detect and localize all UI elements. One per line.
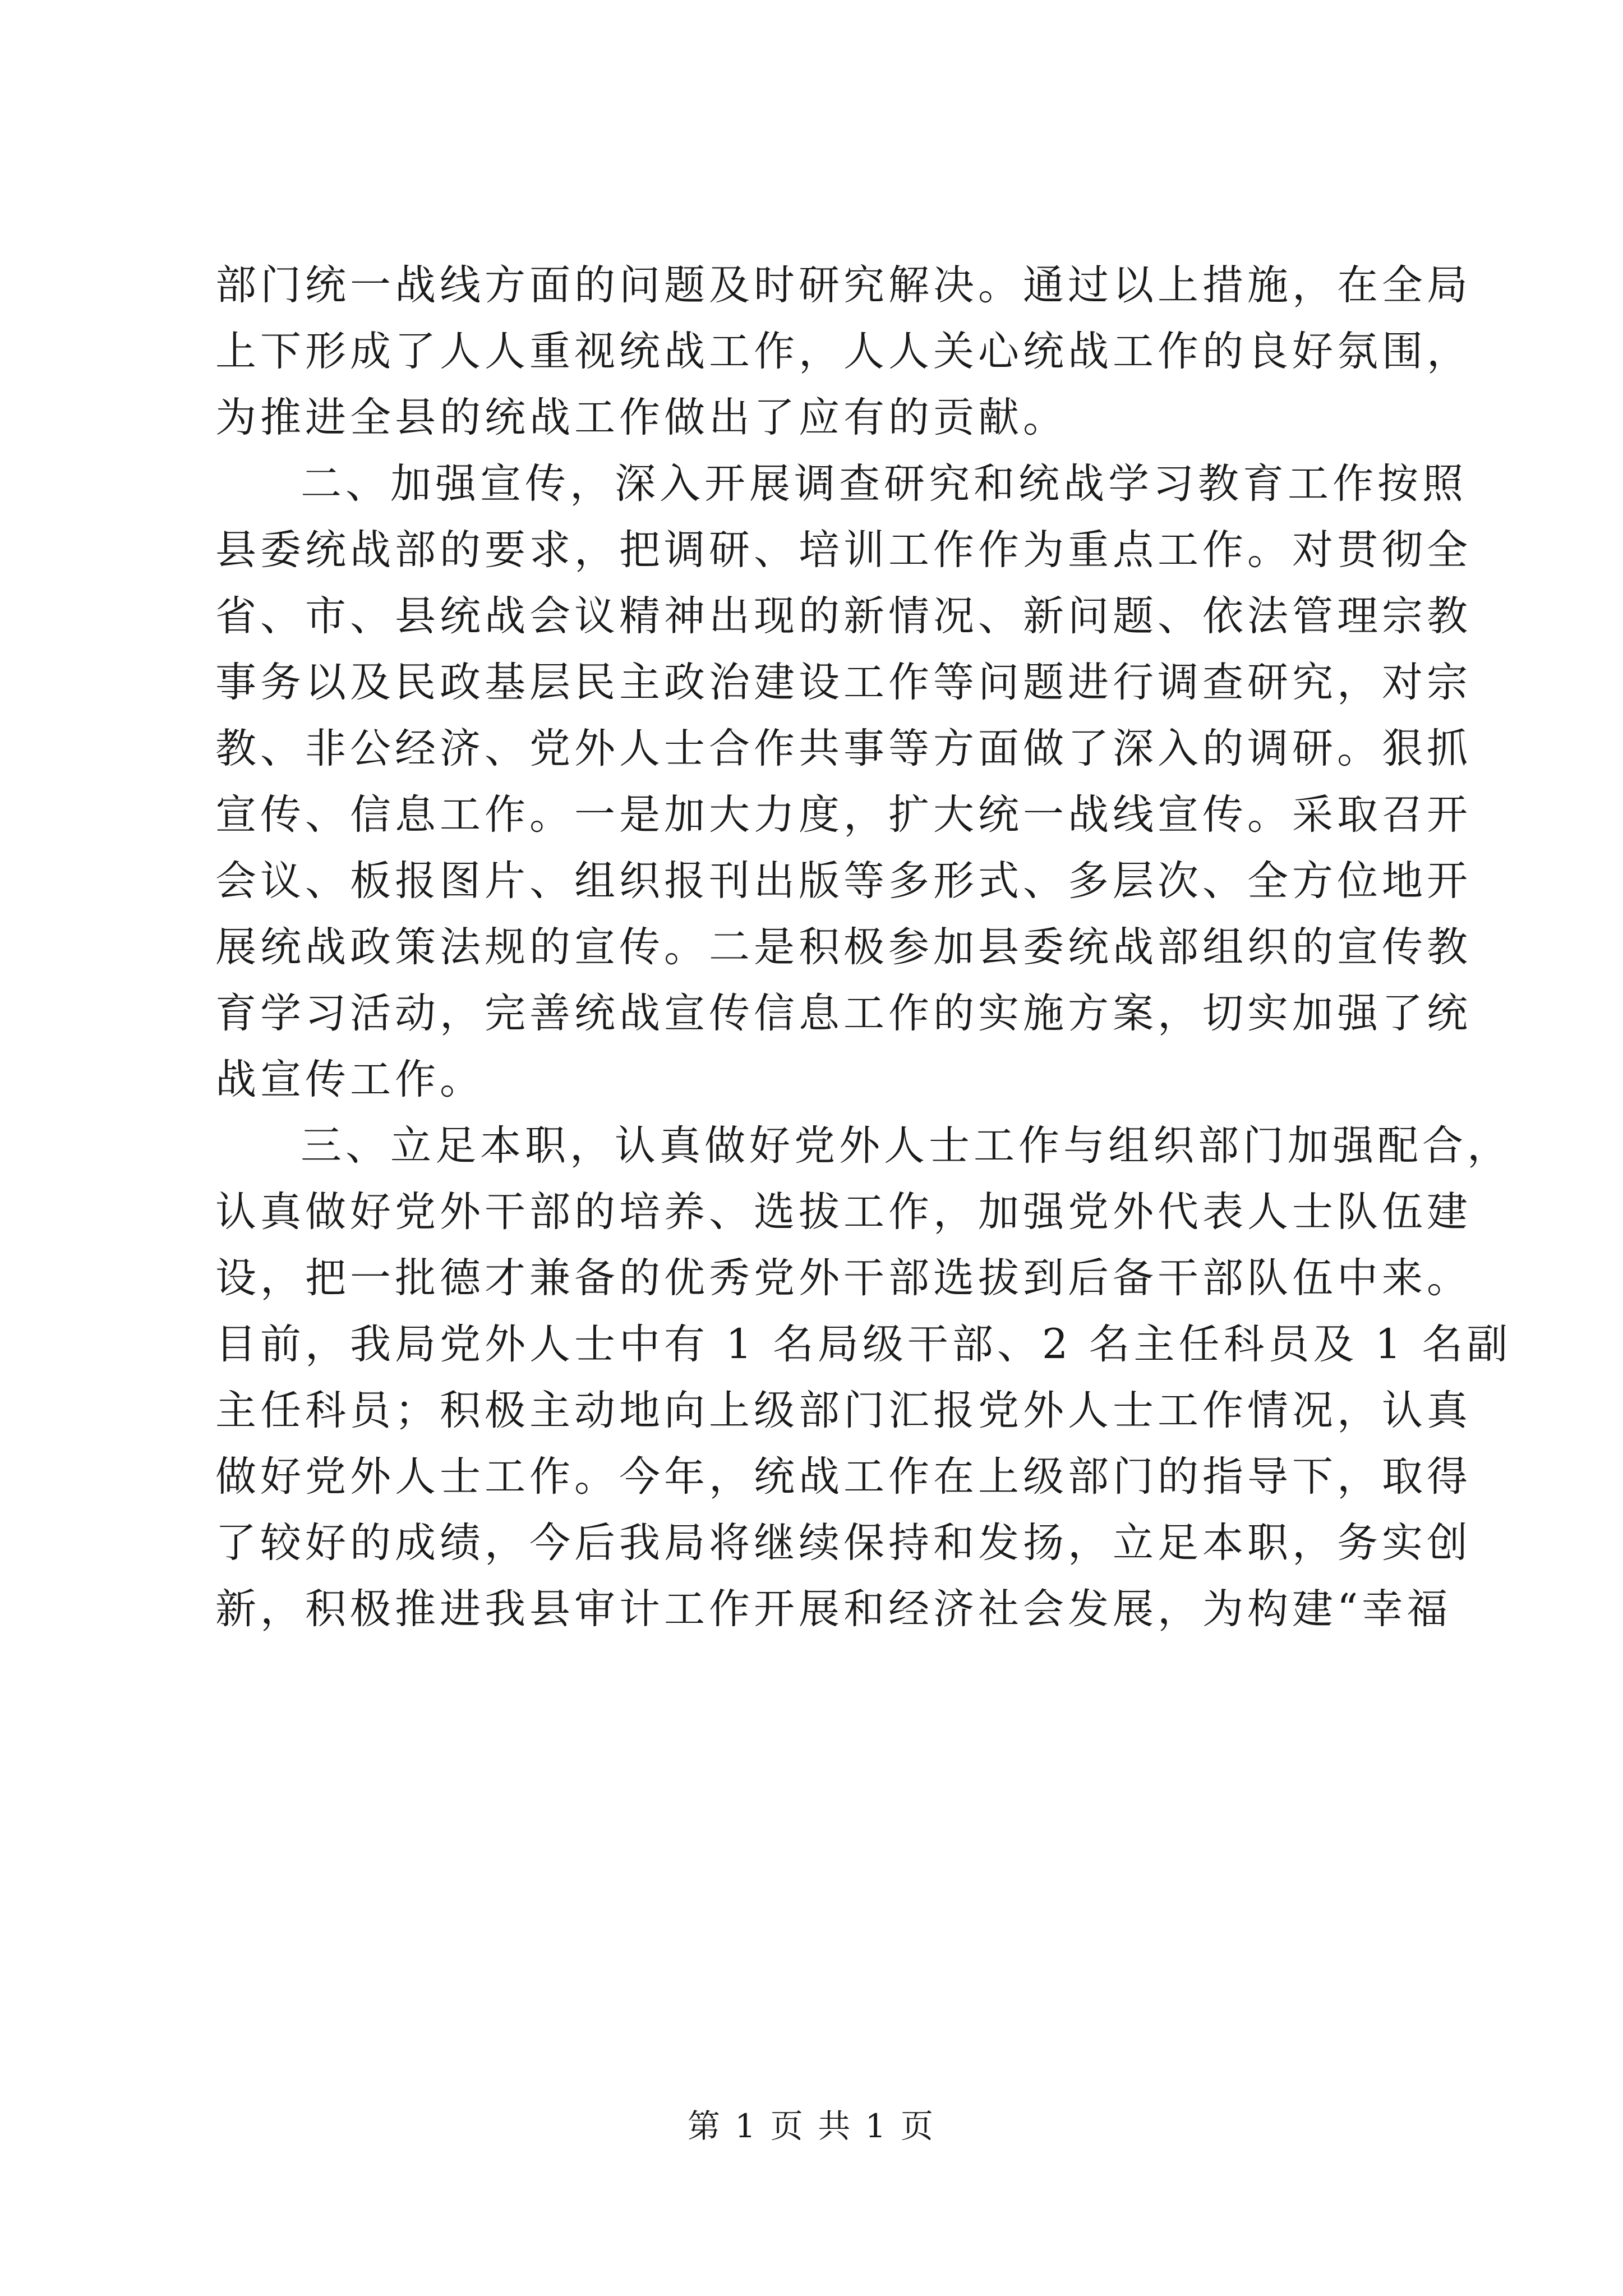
text-line: 为推进全县的统战工作做出了应有的贡献。 (215, 394, 1068, 441)
text-line: 部门统一战线方面的问题及时研究解决。通过以上措施，在全局 (215, 261, 1472, 309)
text-line: 宣传、信息工作。一是加大力度，扩大统一战线宣传。采取召开 (215, 791, 1472, 839)
text-line: 主任科员；积极主动地向上级部门汇报党外人士工作情况，认真 (215, 1387, 1472, 1434)
text-line: 认真做好党外干部的培养、选拔工作，加强党外代表人士队伍建 (215, 1188, 1472, 1236)
paragraph-first-line: 三、立足本职，认真做好党外人士工作与组织部门加强配合， (301, 1122, 1512, 1170)
text-line: 战宣传工作。 (215, 1056, 485, 1103)
text-line: 事务以及民政基层民主政治建设工作等问题进行调查研究，对宗 (215, 659, 1472, 706)
document-body (215, 252, 1512, 1642)
text-line: 新，积极推进我县审计工作开展和经济社会发展，为构建“幸福 (215, 1585, 1452, 1633)
text-line: 目前，我局党外人士中有 1 名局级干部、2 名主任科员及 1 名副 (215, 1320, 1512, 1368)
text-line: 省、市、县统战会议精神出现的新情况、新问题、依法管理宗教 (215, 592, 1472, 640)
text-line: 设，把一批德才兼备的优秀党外干部选拔到后备干部队伍中来。 (215, 1254, 1472, 1302)
text-line: 展统战政策法规的宣传。二是积极参加县委统战部组织的宣传教 (215, 923, 1472, 971)
text-line: 了较好的成绩，今后我局将继续保持和发扬，立足本职，务实创 (215, 1519, 1472, 1567)
text-line: 做好党外人士工作。今年，统战工作在上级部门的指导下，取得 (215, 1453, 1472, 1501)
page-number-footer: 第 1 页 共 1 页 (688, 2107, 935, 2145)
paragraph-first-line: 二、加强宣传，深入开展调查研究和统战学习教育工作按照 (301, 460, 1467, 508)
text-line: 会议、板报图片、组织报刊出版等多形式、多层次、全方位地开 (215, 857, 1472, 905)
text-line: 上下形成了人人重视统战工作，人人关心统战工作的良好氛围， (215, 328, 1472, 375)
text-line: 育学习活动，完善统战宣传信息工作的实施方案，切实加强了统 (215, 990, 1472, 1037)
text-line: 教、非公经济、党外人士合作共事等方面做了深入的调研。狠抓 (215, 725, 1472, 772)
text-line: 县委统战部的要求，把调研、培训工作作为重点工作。对贯彻全 (215, 526, 1472, 574)
